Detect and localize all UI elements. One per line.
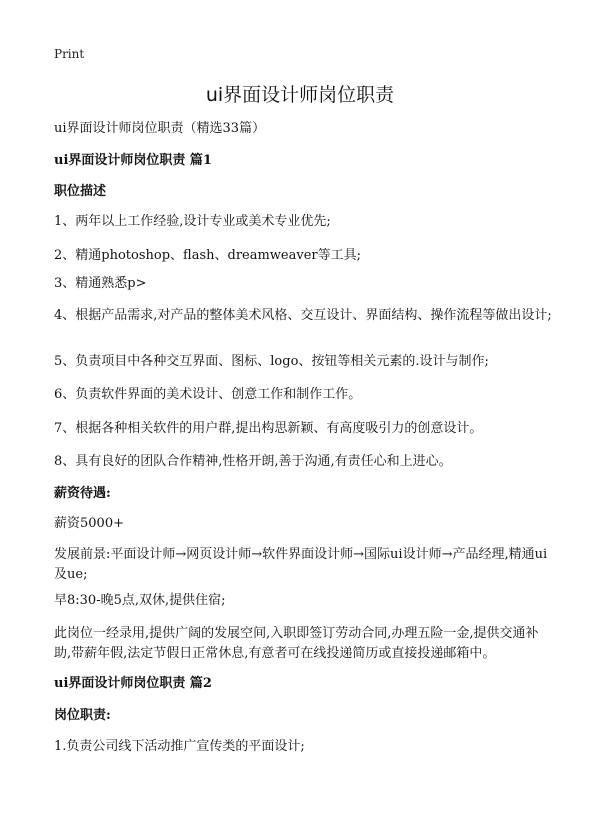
duty-item: 5、负责项目中各种交互界面、图标、logo、按钮等相关元素的.设计与制作; (54, 354, 489, 369)
duty-heading-2: 岗位职责: (54, 708, 111, 723)
duty-item: 4、根据产品需求,对产品的整体美术风格、交互设计、界面结构、操作流程等做出设计; (54, 308, 552, 323)
salary-line: 薪资5000+ (54, 516, 124, 531)
salary-line: 发展前景:平面设计师→网页设计师→软件界面设计师→国际ui设计师→产品经理,精通ui及ue; (54, 547, 548, 582)
section-heading-1: ui界面设计师岗位职责 篇1 (54, 153, 212, 168)
duty-item: 3、精通熟悉p> (54, 276, 147, 291)
salary-line: 此岗位一经录用,提供广阔的发展空间,入职即签订劳动合同,办理五险一金,提供交通补助,带薪年假,法定节假日正常休息,有意者可在线投递简历或直接投递邮箱中。 (54, 626, 539, 661)
salary-line: 早8:30-晚5点,双休,提供住宿; (54, 593, 226, 608)
salary-heading: 薪资待遇: (54, 486, 111, 501)
page-title: ui界面设计师岗位职责 (205, 84, 395, 106)
duty-item: 1、两年以上工作经验,设计专业或美术专业优先; (54, 214, 331, 229)
duty-item: 6、负责软件界面的美术设计、创意工作和制作工作。 (54, 387, 362, 402)
document-subtitle: ui界面设计师岗位职责（精选33篇） (54, 121, 266, 136)
duty-item: 2、精通photoshop、flash、dreamweaver等工具; (54, 248, 362, 263)
job-description-heading: 职位描述 (54, 184, 107, 199)
print-link[interactable]: Print (54, 47, 85, 61)
duty-item: 1.负责公司线下活动推广宣传类的平面设计; (54, 739, 305, 754)
duty-item: 7、根据各种相关软件的用户群,提出构思新颖、有高度吸引力的创意设计。 (54, 421, 483, 436)
section-heading-2: ui界面设计师岗位职责 篇2 (54, 676, 212, 691)
duty-item: 8、具有良好的团队合作精神,性格开朗,善于沟通,有责任心和上进心。 (54, 454, 452, 469)
